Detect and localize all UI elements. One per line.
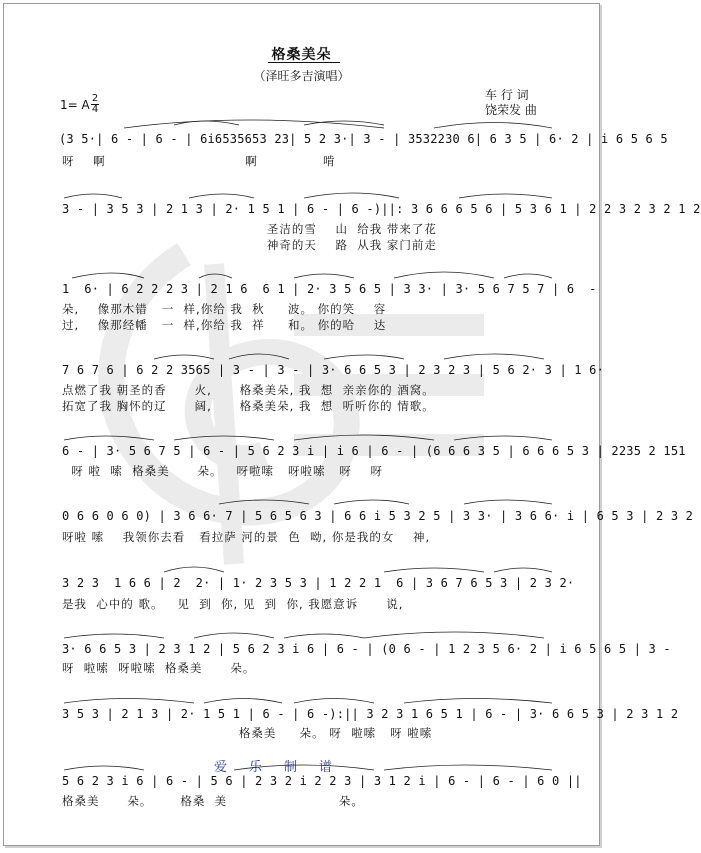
lyric-line: 呀 啦 嗦 格桑美 朵。 呀啦嗦 呀啦嗦 呀 呀 — [62, 464, 384, 478]
lyric-line: 格桑美 朵。 格桑 美 朵。 — [62, 794, 364, 808]
notation-row: 3 2 3 1 6 6 | 2 2· | 1· 2 3 5 3 | 1 2 2 1 6 | 3 6 7 6 5 3 | 2 3 2· — [62, 576, 575, 590]
composer-credit: 饶荣发 曲 — [485, 103, 537, 117]
notation-row: 0 6 6 0 6 0) | 3 6 6· 7 | 5 6 5 6 3 | 6 6 i 5 3 2 5 | 3 3· | 3 6 6· i | 6 5 3 | 2 3 2 — [62, 509, 694, 523]
lyric-line: 呀啦 嗦 我领你去看 看拉萨 河的景 色 呦, 你是我的女 神, — [62, 530, 431, 544]
lyric-line: 圣洁的雪 山 给我 带来了花 — [62, 222, 437, 236]
lyric-line: 拓宽了我 胸怀的辽 阔, 格桑美朵, 我 想 听听你的 情歌。 — [62, 399, 435, 413]
lyric-line: 格桑美 朵。 呀 啦嗦 呀 啦嗦 — [62, 726, 433, 740]
score-sheet — [3, 3, 701, 846]
notation-row: 6 - | 3· 5 6 7 5 | 6 - | 5 6 2 3 i | i 6 | 6 - | (6 6 6 3 5 | 6 6 6 5 3 | 2235 2 151 — [62, 444, 686, 458]
notation-row: 3· 6 6 5 3 | 2 3 1 2 | 5 6 2 3 i 6 | 6 - | (0 6 - | 1 2 3 5 6· 2 | i 6 5 6 5 | 3 - — [62, 642, 671, 656]
time-signature-top: 2 — [91, 93, 99, 104]
notation-row: 1 6· | 6 2 2 2 3 | 2 1 6 6 1 | 2· 3 5 6 5 | 3 3· | 3· 5 6 7 5 7 | 6 - — [62, 282, 597, 296]
song-subtitle: （泽旺多吉演唱） — [253, 69, 350, 83]
footer-credit: 爱乐制谱 — [214, 760, 355, 775]
time-signature-bottom: 4 — [91, 104, 99, 115]
notation-row: (3 5·| 6 - | 6 - | 6i6535653 23| 5 2 3·| 3 - | 3532230 6| 6 3 5 | 6· 2 | i 6 5 6 5 — [59, 132, 668, 146]
notation-row: 7 6 7 6 | 6 2 2 3565 | 3 - | 3 - | 3· 6 6 5 3 | 2 3 2 3 | 5 6 2· 3 | 1 6· — [62, 363, 604, 377]
lyric-line: 呀 啦嗦 呀啦嗦 格桑美 朵。 — [62, 661, 256, 675]
lyric-line: 点燃了我 朝圣的香 火, 格桑美朵, 我 想 亲亲你的 酒窝。 — [62, 383, 435, 397]
notation-row: 3 - | 3 5 3 | 2 1 3 | 2· 1 5 1 | 6 - | 6 -)||: 3 6 6 6 5 6 | 5 3 6 1 | 2 2 3 2 3 2 1 2 — [62, 202, 701, 216]
time-signature — [91, 94, 99, 115]
lyric-line: 神奇的天 路 从我 家门前走 — [62, 238, 437, 252]
lyric-line: 过, 像那经幡 一 样,你给 我 祥 和。 你的哈 达 — [62, 318, 387, 332]
lyric-line: 呀 啊 啊 啃 — [62, 154, 336, 168]
song-title: 格桑美朵 — [271, 47, 332, 63]
notation-row: 5 6 2 3 i 6 | 6 - | 5 6 | 2 3 2 i 2 2 3 | 3 1 2 i | 6 - | 6 - | 6 0 || — [62, 774, 582, 788]
lyricist-credit: 车 行 词 — [485, 88, 529, 102]
notation-row: 3 5 3 | 2 1 3 | 2· 1 5 1 | 6 - | 6 -):|| 3 2 3 1 6 5 1 | 6 - | 3· 6 6 5 3 | 2 3 1 2 — [62, 707, 679, 721]
key-signature: 1= A — [60, 98, 90, 112]
lyric-line: 朵, 像那木错 一 样,你给 我 秋 波。 你的笑 容 — [62, 302, 387, 316]
lyric-line: 是我 心中的 歌。 见 到 你, 见 到 你, 我愿意诉 说, — [62, 597, 404, 611]
title-underline — [268, 62, 340, 63]
